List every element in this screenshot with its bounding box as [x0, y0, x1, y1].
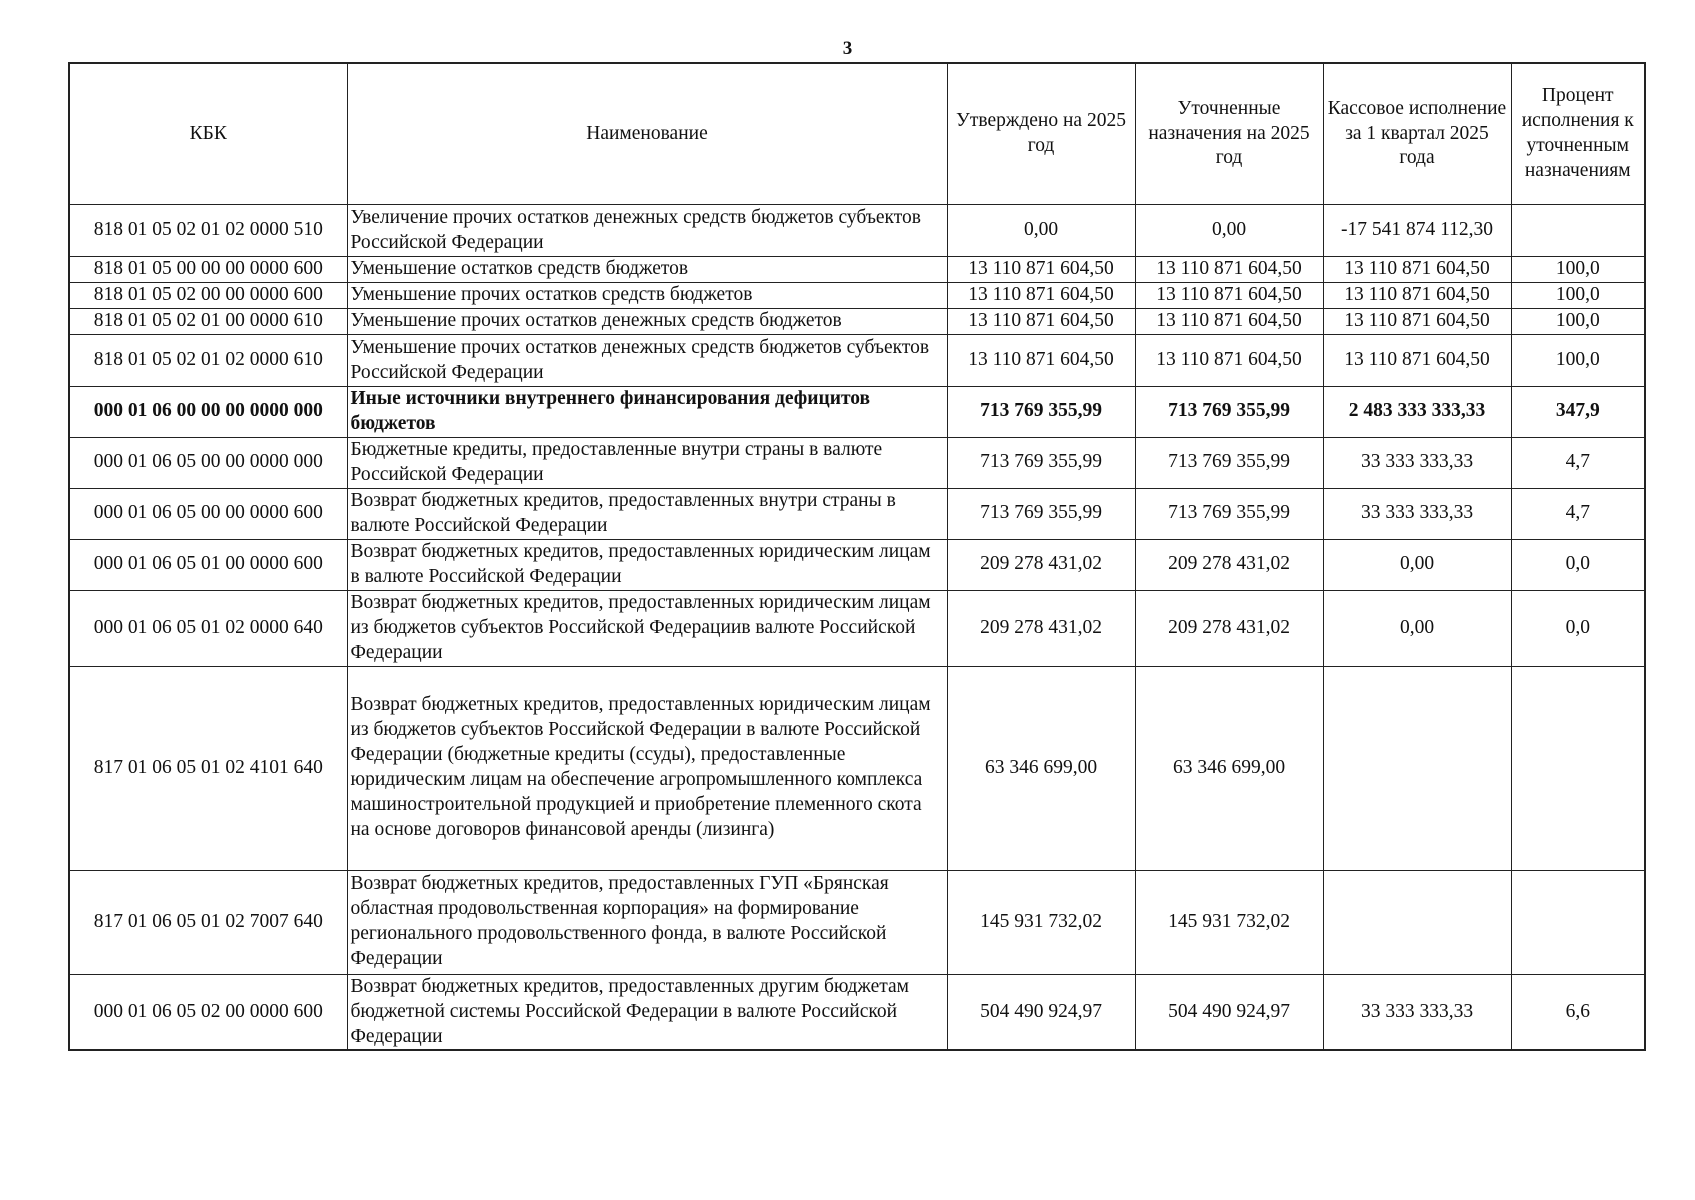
cash-cell: 0,00	[1323, 590, 1511, 666]
cash-cell: 13 110 871 604,50	[1323, 335, 1511, 387]
header-kbk: КБК	[69, 63, 347, 205]
table-row	[69, 205, 1645, 257]
percent-cell: 0,0	[1511, 539, 1645, 590]
kbk-cell: 818 01 05 00 00 00 0000 600	[69, 257, 347, 283]
cash-cell: 0,00	[1323, 539, 1511, 590]
name-cell: Возврат бюджетных кредитов, предоставленных ГУП «Брянская областная продовольственная корпорация» на формирование регионального продовольственного фонда, в валюте Российской Федерации	[347, 870, 947, 974]
header-approved: Утверждено на 2025 год	[947, 63, 1135, 205]
refined-cell: 713 769 355,99	[1135, 387, 1323, 438]
approved-cell: 13 110 871 604,50	[947, 309, 1135, 335]
header-refined: Уточненные назначения на 2025 год	[1135, 63, 1323, 205]
kbk-cell: 000 01 06 05 02 00 0000 600	[69, 974, 347, 1050]
percent-cell: 100,0	[1511, 309, 1645, 335]
approved-cell: 13 110 871 604,50	[947, 283, 1135, 309]
kbk-cell: 817 01 06 05 01 02 4101 640	[69, 666, 347, 870]
percent-cell: 100,0	[1511, 335, 1645, 387]
table-row	[69, 539, 1645, 590]
percent-cell	[1511, 870, 1645, 974]
kbk-cell: 818 01 05 02 01 02 0000 610	[69, 335, 347, 387]
refined-cell: 13 110 871 604,50	[1135, 335, 1323, 387]
kbk-cell: 000 01 06 05 00 00 0000 000	[69, 437, 347, 488]
approved-cell: 13 110 871 604,50	[947, 257, 1135, 283]
percent-cell: 4,7	[1511, 488, 1645, 539]
approved-cell: 209 278 431,02	[947, 590, 1135, 666]
cash-cell: 33 333 333,33	[1323, 437, 1511, 488]
name-cell: Увеличение прочих остатков денежных средств бюджетов субъектов Российской Федерации	[347, 205, 947, 257]
name-cell: Возврат бюджетных кредитов, предоставленных юридическим лицам в валюте Российской Федерации	[347, 539, 947, 590]
table-row	[69, 257, 1645, 283]
cash-cell: -17 541 874 112,30	[1323, 205, 1511, 257]
table-row	[69, 387, 1645, 438]
name-cell: Возврат бюджетных кредитов, предоставленных юридическим лицам из бюджетов субъектов Российской Федерациив валюте Российской Федерации	[347, 590, 947, 666]
cash-cell: 13 110 871 604,50	[1323, 283, 1511, 309]
cash-cell: 13 110 871 604,50	[1323, 309, 1511, 335]
percent-cell: 100,0	[1511, 283, 1645, 309]
percent-cell: 347,9	[1511, 387, 1645, 438]
table-row	[69, 488, 1645, 539]
approved-cell: 63 346 699,00	[947, 666, 1135, 870]
header-name: Наименование	[347, 63, 947, 205]
approved-cell: 504 490 924,97	[947, 974, 1135, 1050]
name-cell: Бюджетные кредиты, предоставленные внутри страны в валюте Российской Федерации	[347, 437, 947, 488]
name-cell: Возврат бюджетных кредитов, предоставленных внутри страны в валюте Российской Федерации	[347, 488, 947, 539]
approved-cell: 145 931 732,02	[947, 870, 1135, 974]
cash-cell: 2 483 333 333,33	[1323, 387, 1511, 438]
kbk-cell: 000 01 06 05 01 00 0000 600	[69, 539, 347, 590]
refined-cell: 713 769 355,99	[1135, 437, 1323, 488]
approved-cell: 0,00	[947, 205, 1135, 257]
kbk-cell: 000 01 06 00 00 00 0000 000	[69, 387, 347, 438]
table-row	[69, 335, 1645, 387]
name-cell: Иные источники внутреннего финансирования дефицитов бюджетов	[347, 387, 947, 438]
kbk-cell: 818 01 05 02 01 02 0000 510	[69, 205, 347, 257]
table-row	[69, 870, 1645, 974]
cash-cell: 13 110 871 604,50	[1323, 257, 1511, 283]
refined-cell: 13 110 871 604,50	[1135, 309, 1323, 335]
approved-cell: 713 769 355,99	[947, 387, 1135, 438]
kbk-cell: 817 01 06 05 01 02 7007 640	[69, 870, 347, 974]
table-row	[69, 309, 1645, 335]
kbk-cell: 818 01 05 02 00 00 0000 600	[69, 283, 347, 309]
percent-cell: 4,7	[1511, 437, 1645, 488]
kbk-cell: 818 01 05 02 01 00 0000 610	[69, 309, 347, 335]
header-percent: Процент исполнения к уточненным назначениям	[1511, 63, 1645, 205]
table-row	[69, 666, 1645, 870]
refined-cell: 209 278 431,02	[1135, 590, 1323, 666]
refined-cell: 504 490 924,97	[1135, 974, 1323, 1050]
refined-cell: 209 278 431,02	[1135, 539, 1323, 590]
refined-cell: 13 110 871 604,50	[1135, 283, 1323, 309]
cash-cell	[1323, 666, 1511, 870]
percent-cell: 0,0	[1511, 590, 1645, 666]
page-number: 3	[842, 38, 853, 59]
cash-cell	[1323, 870, 1511, 974]
refined-cell: 145 931 732,02	[1135, 870, 1323, 974]
name-cell: Возврат бюджетных кредитов, предоставленных другим бюджетам бюджетной системы Российской Федерации в валюте Российской Федерации	[347, 974, 947, 1050]
table-row	[69, 283, 1645, 309]
percent-cell	[1511, 205, 1645, 257]
table-row	[69, 974, 1645, 1050]
cash-cell: 33 333 333,33	[1323, 488, 1511, 539]
approved-cell: 13 110 871 604,50	[947, 335, 1135, 387]
table-body	[69, 205, 1645, 1051]
name-cell: Уменьшение прочих остатков средств бюджетов	[347, 283, 947, 309]
refined-cell: 63 346 699,00	[1135, 666, 1323, 870]
approved-cell: 209 278 431,02	[947, 539, 1135, 590]
percent-cell: 100,0	[1511, 257, 1645, 283]
approved-cell: 713 769 355,99	[947, 488, 1135, 539]
kbk-cell: 000 01 06 05 00 00 0000 600	[69, 488, 347, 539]
table-row	[69, 437, 1645, 488]
budget-sources-table	[68, 62, 1646, 1051]
percent-cell	[1511, 666, 1645, 870]
name-cell: Возврат бюджетных кредитов, предоставленных юридическим лицам из бюджетов субъектов Российской Федерации в валюте Российской Федерации (бюджетные кредиты (ссуды), предоставленные юридическим лицам на обеспечение агропромышленного комплекса машиностроительной продукцией и приобретение племенного скота на основе договоров финансовой аренды (лизинга)	[347, 666, 947, 870]
table-header	[69, 63, 1645, 205]
header-cash-execution: Кассовое исполнение за 1 квартал 2025 года	[1323, 63, 1511, 205]
name-cell: Уменьшение остатков средств бюджетов	[347, 257, 947, 283]
kbk-cell: 000 01 06 05 01 02 0000 640	[69, 590, 347, 666]
name-cell: Уменьшение прочих остатков денежных средств бюджетов субъектов Российской Федерации	[347, 335, 947, 387]
name-cell: Уменьшение прочих остатков денежных средств бюджетов	[347, 309, 947, 335]
percent-cell: 6,6	[1511, 974, 1645, 1050]
refined-cell: 0,00	[1135, 205, 1323, 257]
cash-cell: 33 333 333,33	[1323, 974, 1511, 1050]
refined-cell: 713 769 355,99	[1135, 488, 1323, 539]
refined-cell: 13 110 871 604,50	[1135, 257, 1323, 283]
table-row	[69, 590, 1645, 666]
approved-cell: 713 769 355,99	[947, 437, 1135, 488]
